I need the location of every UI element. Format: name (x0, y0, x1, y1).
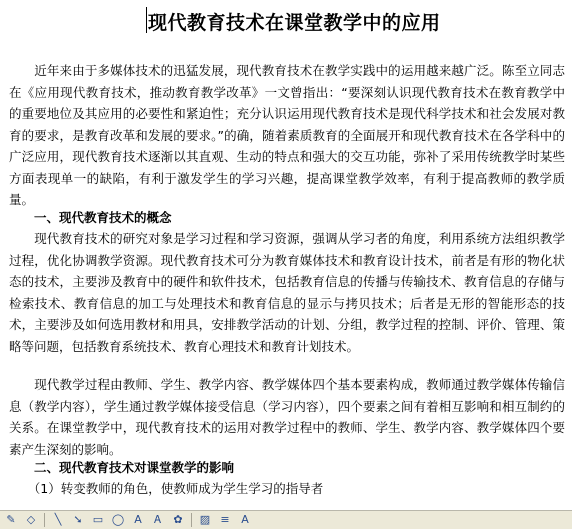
toolbar-separator (191, 513, 192, 527)
document-title: 现代教育技术在课堂教学中的应用 (148, 12, 441, 34)
paragraph-intro: 近年来由于多媒体技术的迅猛发展，现代教育技术在教学实践中的运用越来越广泛。陈至立同志在《应用现代教育技术，推动教育教学改革》一文曾指出：“要深刻认识现代教育技术在教育教学中的重要地位及其应用的必要性和紧迫性；充分认识运用现代教育技术是现代科学技术和社会发展对教育的要求，是教育改革和发展的要求。”的确，随着素质教育的全面展开和现代教育技术在各学科中的广泛应用，现代教育技术逐渐以其直观、生动的特点和强大的交互功能，弥补了采用传统教学时某些方面表现单一的缺陷，有利于激发学生的学习兴趣，提高课堂教学效率，有利于提高教师的教学质量。 (9, 63, 565, 207)
line-icon[interactable]: ╲ (54, 513, 62, 526)
font-color-icon[interactable]: A (241, 513, 249, 526)
paragraph-concept: 现代教育技术的研究对象是学习过程和学习资源，强调从学习者的角度，利用系统方法组织教学过程，优化协调教学资源。现代教育技术可分为教育媒体技术和教育设计技术，前者是有形的物化状态的技术，主要涉及教育中的硬件和软件技术，包括教育信息的传播与传输技术、教育信息的存储与检索技术、教育信息的加工与处理技术和教育信息的显示与拷贝技术；后者是无形的智能形态的技术，主要涉及如何选用教材和用具，安排教学活动的计划、分组，教学过程的控制、评价、管理、策略等问题，包括教育系统技术、教育心理技术和教育计划技术。 (9, 231, 565, 354)
section-heading-1: 一、现代教育技术的概念 (9, 210, 172, 225)
toolbar-separator (44, 513, 45, 527)
fill-color-icon[interactable]: ▨ (199, 513, 211, 526)
clipart-icon[interactable]: ✿ (173, 513, 183, 526)
text-cursor (146, 7, 147, 33)
draw-icon[interactable]: ✎ (6, 513, 16, 526)
line-color-icon[interactable]: ≡ (220, 513, 230, 526)
wordart-icon[interactable]: Ꭺ (154, 513, 162, 526)
drawing-toolbar (0, 510, 572, 529)
oval-icon[interactable]: ◯ (111, 513, 125, 526)
section-heading-2: 二、现代教育技术对课堂教学的影响 (9, 460, 235, 475)
rectangle-icon[interactable]: ▭ (92, 513, 104, 526)
autoshapes-icon[interactable]: ◇ (26, 513, 36, 526)
paragraph-process: 现代教学过程由教师、学生、教学内容、教学媒体四个基本要素构成，教师通过教学媒体传输信息（教学内容），学生通过教学媒体接受信息（学习内容），四个要素之间有着相互影响和相互制约的关系。在课堂教学中，现代教育技术的运用对教学过程中的教师、学生、教学内容、教学媒体四个要素产生深刻的影响。 (9, 377, 565, 457)
arrow-icon[interactable]: ➘ (73, 513, 83, 526)
textbox-icon[interactable]: A (134, 513, 142, 526)
subsection-heading-1: （1）转变教师的角色，使教师成为学生学习的指导者 (9, 481, 324, 496)
